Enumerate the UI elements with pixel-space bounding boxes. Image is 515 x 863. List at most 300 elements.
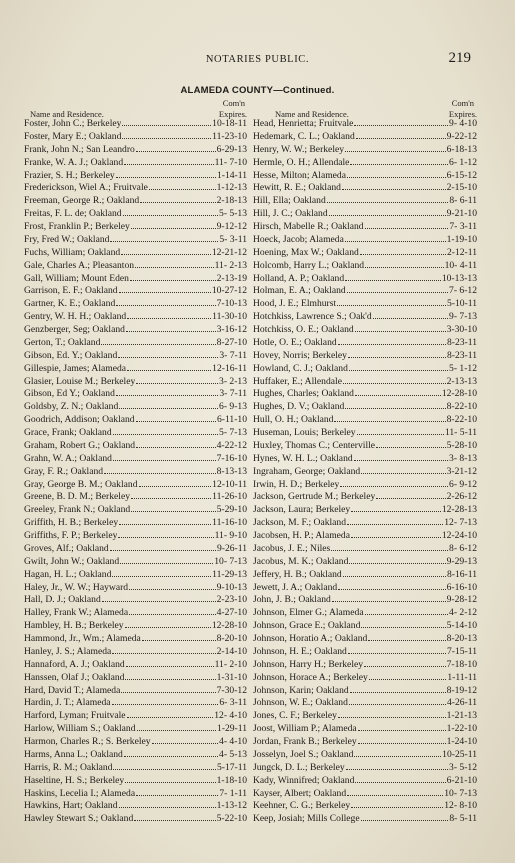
notary-entry xyxy=(253,607,477,620)
entry-expiry-date: 7- 1-11 xyxy=(219,787,247,799)
notary-entry xyxy=(24,234,247,247)
entry-name-residence: Frost, Franklin P.; Berkeley xyxy=(24,221,130,232)
entry-name-residence: Gibson, Ed Y.; Oakland xyxy=(24,388,115,400)
entry-name-residence: Hesse, Milton; Alameda xyxy=(253,169,346,181)
notary-entry xyxy=(24,350,247,363)
dot-leader xyxy=(121,692,215,693)
entry-name-residence: Gillespie, James; Alameda xyxy=(24,362,127,374)
entry-name-residence: Jeffery, H. B.; Oakland xyxy=(253,568,342,580)
entry-expiry-date: 1-21-13 xyxy=(446,710,477,722)
dot-leader xyxy=(127,318,211,319)
comm-header: Com'n xyxy=(451,98,474,108)
notary-entry xyxy=(24,298,247,311)
notary-entry xyxy=(253,723,477,736)
entry-name-residence: Howland, C. J.; Oakland xyxy=(253,362,348,374)
dot-leader xyxy=(131,228,216,229)
entry-name-residence: Gale, Charles A.; Pleasanton xyxy=(24,259,135,271)
entry-name-residence: Harmon, Charles R.; S. Berkeley xyxy=(24,736,151,747)
entry-name-residence: Frederickson, Wiel A.; Fruitvale xyxy=(24,182,148,194)
entry-expiry-date: 9-12-12 xyxy=(216,221,247,232)
entry-expiry-date: 5- 5-13 xyxy=(219,208,247,220)
entry-expiry-date: 9-26-11 xyxy=(216,542,247,554)
dot-leader xyxy=(119,807,216,808)
entry-expiry-date: 9-22-12 xyxy=(446,130,477,142)
entry-name-residence: Harford, Lyman; Fruitvale xyxy=(24,710,126,722)
entry-expiry-date: 11- 2-13 xyxy=(214,259,247,271)
dot-leader xyxy=(119,524,211,525)
entry-expiry-date: 8-27-10 xyxy=(216,336,247,348)
entry-name-residence: Greeley, Frank N.; Oakland xyxy=(24,504,131,516)
notary-entry xyxy=(253,556,477,569)
notary-entry xyxy=(253,813,477,826)
notary-entry xyxy=(253,247,477,260)
entry-name-residence: Joost, William P.; Alameda xyxy=(253,723,357,735)
dot-leader xyxy=(376,447,446,448)
entry-expiry-date: 9-29-13 xyxy=(446,555,477,567)
dot-leader xyxy=(354,460,448,461)
entry-name-residence: Hall, D. J.; Oakland xyxy=(24,594,101,606)
entry-expiry-date: 12- 4-10 xyxy=(214,710,247,722)
dot-leader xyxy=(112,704,219,705)
entry-expiry-date: 12-21-12 xyxy=(211,246,247,258)
notary-entry xyxy=(253,466,477,479)
entry-expiry-date: 12-28-10 xyxy=(441,388,477,400)
entry-expiry-date: 2-13-19 xyxy=(216,272,247,284)
entry-name-residence: Halley, Frank W.; Alameda xyxy=(24,607,129,619)
notary-entry xyxy=(24,556,247,569)
entry-expiry-date: 11- 7-10 xyxy=(214,156,247,168)
entry-expiry-date: 4-22-12 xyxy=(216,439,247,451)
entry-name-residence: Graham, Robert G.; Oakland xyxy=(24,439,136,451)
dot-leader xyxy=(124,164,213,165)
entry-name-residence: Head, Henrietta; Fruitvale xyxy=(253,118,354,129)
notary-entry xyxy=(253,749,477,762)
dot-leader xyxy=(122,138,211,139)
dot-leader xyxy=(125,782,215,783)
comm-header: Com'n xyxy=(222,98,245,108)
notary-entry xyxy=(253,234,477,247)
entry-name-residence: Franke, W. A. J.; Oakland xyxy=(24,156,124,168)
entry-expiry-date: 3- 2-13 xyxy=(219,375,247,387)
entry-expiry-date: 11-26-10 xyxy=(212,491,247,503)
notary-entry xyxy=(253,131,477,144)
entry-name-residence: Gentry, W. H. H.; Oakland xyxy=(24,311,127,323)
notary-entry xyxy=(24,607,247,620)
notary-entry xyxy=(253,182,477,195)
entry-name-residence: Jungck, D. L.; Berkeley xyxy=(253,761,345,773)
dot-leader xyxy=(113,460,216,461)
entry-name-residence: Hewitt, R. E.; Oakland xyxy=(253,182,341,194)
dot-leader xyxy=(152,743,218,744)
notary-entry xyxy=(253,762,477,775)
entry-name-residence: Jackson, Gertrude M.; Berkeley xyxy=(253,491,376,503)
entry-name-residence: Hanssen, Olaf J.; Oakland xyxy=(24,671,125,683)
entry-name-residence: Frank, John N.; San Leandro xyxy=(24,143,135,155)
dot-leader xyxy=(356,138,446,139)
entry-expiry-date: 10- 4-11 xyxy=(444,259,477,271)
dot-leader xyxy=(368,640,445,641)
notary-entry xyxy=(24,479,247,492)
dot-leader xyxy=(118,537,213,538)
notary-entry xyxy=(24,247,247,260)
notary-entry xyxy=(24,594,247,607)
entry-expiry-date: 11-16-10 xyxy=(212,517,247,529)
notary-entry xyxy=(253,350,477,363)
notary-entry xyxy=(24,144,247,157)
notary-entry xyxy=(253,594,477,607)
entry-name-residence: Jackson, Laura; Berkeley xyxy=(253,504,351,516)
dot-leader xyxy=(334,421,445,422)
notary-entry xyxy=(24,273,247,286)
entry-expiry-date: 1-18-10 xyxy=(216,774,247,786)
entry-name-residence: Goldsby, Z. N.; Oakland xyxy=(24,401,119,413)
entry-name-residence: Johnson, H. E.; Oakland xyxy=(253,645,347,657)
entry-name-residence: Hull, O. H.; Oakland xyxy=(253,414,334,426)
entry-expiry-date: 1-22-10 xyxy=(446,723,477,735)
dot-leader xyxy=(118,357,218,358)
entry-expiry-date: 12- 8-10 xyxy=(444,800,477,812)
entry-expiry-date: 6-21-10 xyxy=(446,774,477,786)
entry-name-residence: Keehner, C. G.; Berkeley xyxy=(253,800,351,812)
dot-leader xyxy=(101,344,215,345)
entry-name-residence: Josselyn, Joel S.; Oakland xyxy=(253,748,354,760)
entry-expiry-date: 6-16-10 xyxy=(446,581,477,593)
entry-expiry-date: 12-28-10 xyxy=(211,620,247,632)
notary-entry xyxy=(24,324,247,337)
entry-expiry-date: 1-14-11 xyxy=(216,169,247,181)
dot-leader xyxy=(347,795,443,796)
dot-leader xyxy=(348,357,446,358)
dot-leader xyxy=(345,408,445,409)
notary-entry xyxy=(253,672,477,685)
dot-leader xyxy=(134,820,215,821)
notary-entry xyxy=(253,569,477,582)
entry-expiry-date: 9-28-12 xyxy=(446,594,477,606)
dot-leader xyxy=(136,795,218,796)
notary-entry xyxy=(253,633,477,646)
entry-expiry-date: 2-13-13 xyxy=(446,375,477,387)
notary-entry xyxy=(253,440,477,453)
notary-entry xyxy=(253,311,477,324)
entry-name-residence: Hard, David T.; Alameda xyxy=(24,684,121,696)
notary-entry xyxy=(24,491,247,504)
notary-entry xyxy=(24,749,247,762)
entry-expiry-date: 1-31-10 xyxy=(216,671,247,683)
entry-name-residence: Johnson, Horatio A.; Oakland xyxy=(253,633,368,644)
entry-expiry-date: 12- 7-13 xyxy=(444,517,477,529)
entry-expiry-date: 2-18-13 xyxy=(216,195,247,207)
entry-name-residence: Johnson, Harry H.; Berkeley xyxy=(253,658,364,670)
entry-name-residence: Gwilt, John W.; Oakland xyxy=(24,555,120,567)
dot-leader xyxy=(136,383,218,384)
notary-entry xyxy=(24,401,247,414)
notary-entry xyxy=(24,131,247,144)
entry-expiry-date: 11- 9-10 xyxy=(214,530,247,541)
notary-entry xyxy=(253,388,477,401)
dot-leader xyxy=(342,189,446,190)
entry-name-residence: Kayser, Albert; Oakland xyxy=(253,787,347,799)
dot-leader xyxy=(343,383,446,384)
notary-entry xyxy=(253,530,477,543)
notary-entry xyxy=(253,736,477,749)
entry-expiry-date: 5-28-10 xyxy=(446,439,477,451)
dot-leader xyxy=(327,202,449,203)
entry-expiry-date: 1-19-10 xyxy=(446,233,477,245)
entry-expiry-date: 7-18-10 xyxy=(446,658,477,670)
entry-expiry-date: 7-16-10 xyxy=(216,452,247,464)
dot-leader xyxy=(125,627,211,628)
entry-name-residence: Gibson, Ed. Y.; Oakland xyxy=(24,349,118,361)
entry-name-residence: Johnson, Elmer G.; Alameda xyxy=(253,607,364,619)
page-number: 219 xyxy=(448,50,471,66)
entry-expiry-date: 12-28-13 xyxy=(441,504,477,516)
notary-entry xyxy=(24,170,247,183)
entry-expiry-date: 8- 6-11 xyxy=(449,195,477,207)
entry-name-residence: Jackson, M. F.; Oakland xyxy=(253,517,347,529)
dot-leader xyxy=(121,254,211,255)
running-head xyxy=(0,50,515,68)
dot-leader xyxy=(340,486,448,487)
entry-name-residence: Hotchkiss, O. E.; Oakland xyxy=(253,324,354,335)
entry-name-residence: Johnson, W. E.; Oakland xyxy=(253,697,348,709)
entry-name-residence: Jacobus, J. E.; Niles xyxy=(253,542,331,554)
entry-expiry-date: 8-19-12 xyxy=(446,684,477,696)
entry-expiry-date: 2-26-12 xyxy=(446,491,477,503)
entry-name-residence: Haley, Jr., W. W.; Hayward xyxy=(24,581,129,593)
entry-name-residence: Johnson, Grace E.; Oakland xyxy=(253,620,361,632)
notary-entry xyxy=(253,363,477,376)
entry-expiry-date: 4-26-11 xyxy=(446,697,477,709)
entry-expiry-date: 1-29-11 xyxy=(216,723,247,735)
notary-entry xyxy=(24,517,247,530)
dot-leader xyxy=(136,421,216,422)
entry-name-residence: Hoening, Max W.; Oakland xyxy=(253,246,359,258)
entry-name-residence: Jewett, J. A.; Oakland xyxy=(253,581,338,593)
entry-name-residence: Jacobsen, H. P.; Alameda xyxy=(253,530,350,541)
notary-entry xyxy=(253,788,477,801)
entry-expiry-date: 8-22-10 xyxy=(446,401,477,413)
entry-expiry-date: 8-22-10 xyxy=(446,414,477,426)
dot-leader xyxy=(149,189,216,190)
notary-entry xyxy=(24,182,247,195)
entry-expiry-date: 5- 3-11 xyxy=(219,233,247,245)
dot-leader xyxy=(337,305,446,306)
entry-expiry-date: 8-20-13 xyxy=(446,633,477,644)
entry-name-residence: Hoeck, Jacob; Alameda xyxy=(253,233,344,245)
notary-entry xyxy=(24,723,247,736)
expires-header: Expires. xyxy=(218,109,247,119)
notary-entry xyxy=(24,775,247,788)
dot-leader xyxy=(124,756,218,757)
dot-leader xyxy=(369,679,446,680)
entry-name-residence: Hardin, J. T.; Alameda xyxy=(24,697,111,709)
dot-leader xyxy=(349,563,445,564)
entry-name-residence: Genzberger, Seg; Oakland xyxy=(24,324,125,335)
notary-entry xyxy=(253,260,477,273)
dot-leader xyxy=(127,717,214,718)
left-column xyxy=(24,97,247,826)
entry-name-residence: Gerton, T.; Oakland xyxy=(24,336,101,348)
entry-expiry-date: 1-11-11 xyxy=(447,671,477,683)
dot-leader xyxy=(345,280,441,281)
entry-expiry-date: 11-29-13 xyxy=(212,568,247,580)
entry-name-residence: Irwin, H. D.; Berkeley xyxy=(253,478,340,490)
notary-entry xyxy=(24,118,247,131)
entry-expiry-date: 1-12-13 xyxy=(216,182,247,194)
entry-expiry-date: 4- 4-10 xyxy=(219,736,247,747)
entry-name-residence: Hood, J. E.; Elmhurst xyxy=(253,298,337,310)
running-title: NOTARIES PUBLIC. xyxy=(205,54,310,65)
entry-name-residence: Hawkins, Hart; Oakland xyxy=(24,800,118,812)
entry-name-residence: Grahn, W. A.; Oakland xyxy=(24,452,112,464)
dot-leader xyxy=(113,434,218,435)
dot-leader xyxy=(110,241,218,242)
dot-leader xyxy=(354,756,441,757)
dot-leader xyxy=(123,215,218,216)
notary-entry xyxy=(24,672,247,685)
dot-leader xyxy=(348,653,446,654)
entry-expiry-date: 9- 7-13 xyxy=(449,311,477,323)
entry-name-residence: Hagan, H. L.; Oakland xyxy=(24,568,112,580)
entry-expiry-date: 2-23-10 xyxy=(216,594,247,606)
notary-entry xyxy=(253,414,477,427)
entry-expiry-date: 11- 2-10 xyxy=(214,658,247,670)
notary-entry xyxy=(24,646,247,659)
notary-entry xyxy=(24,221,247,234)
dot-leader xyxy=(116,305,215,306)
entry-expiry-date: 8- 5-11 xyxy=(449,813,477,825)
entry-expiry-date: 5-10-11 xyxy=(446,298,477,310)
dot-leader xyxy=(137,730,216,731)
dot-leader xyxy=(347,292,448,293)
dot-leader xyxy=(361,820,449,821)
entry-expiry-date: 12-10-11 xyxy=(212,478,247,490)
dot-leader xyxy=(338,717,446,718)
notary-entry xyxy=(253,800,477,813)
dot-leader xyxy=(135,267,214,268)
dot-leader xyxy=(365,614,448,615)
entry-name-residence: Hirsch, Mabelle R.; Oakland xyxy=(253,221,364,232)
entry-name-residence: Hotchkiss, Lawrence S.; Oak'd xyxy=(253,311,372,323)
dot-leader xyxy=(364,666,446,667)
notary-entry xyxy=(253,697,477,710)
dot-leader xyxy=(130,280,216,281)
notary-entry xyxy=(24,813,247,826)
entry-name-residence: Jacobus, M. K.; Oakland xyxy=(253,555,349,567)
entry-expiry-date: 6-18-13 xyxy=(446,143,477,155)
dot-leader xyxy=(361,627,445,628)
notary-entry xyxy=(24,466,247,479)
left-entry-list xyxy=(24,118,247,826)
entry-name-residence: Hill, Ella; Oakland xyxy=(253,195,326,207)
notary-entry xyxy=(24,620,247,633)
notary-entry xyxy=(24,427,247,440)
dot-leader xyxy=(125,679,215,680)
left-column-header xyxy=(24,97,247,118)
entry-expiry-date: 7-30-12 xyxy=(216,684,247,696)
entry-name-residence: Ingraham, George; Oakland xyxy=(253,465,361,477)
entry-expiry-date: 2-12-11 xyxy=(446,246,477,258)
dot-leader xyxy=(361,473,445,474)
right-entry-list xyxy=(253,118,477,826)
entry-expiry-date: 3- 8-13 xyxy=(449,452,477,464)
dot-leader xyxy=(347,524,443,525)
entry-name-residence: Garrison, E. F.; Oakland xyxy=(24,285,118,297)
dot-leader xyxy=(142,640,216,641)
dot-leader xyxy=(345,151,446,152)
entry-name-residence: Huxley, Thomas C.; Centerville xyxy=(253,439,376,451)
entry-expiry-date: 6-15-12 xyxy=(446,169,477,181)
entry-name-residence: Grace, Frank; Oakland xyxy=(24,427,112,438)
entry-name-residence: Foster, Mary E.; Oakland xyxy=(24,130,122,142)
dot-leader xyxy=(126,666,214,667)
notary-entry xyxy=(253,324,477,337)
entry-name-residence: Jordan, Frank B.; Berkeley xyxy=(253,736,357,747)
entry-name-residence: Harms, Anna L.; Oakland xyxy=(24,748,123,760)
entry-expiry-date: 5-22-10 xyxy=(216,813,247,825)
dot-leader xyxy=(331,550,448,551)
entry-expiry-date: 8-16-11 xyxy=(446,568,477,580)
dot-leader xyxy=(338,344,446,345)
entry-expiry-date: 3-21-12 xyxy=(446,465,477,477)
entry-expiry-date: 10-27-12 xyxy=(211,285,247,297)
dot-leader xyxy=(116,395,219,396)
notary-entry xyxy=(24,530,247,543)
dot-leader xyxy=(349,370,448,371)
entry-expiry-date: 6- 1-12 xyxy=(449,156,477,168)
dot-leader xyxy=(351,537,441,538)
dot-leader xyxy=(110,550,216,551)
entry-expiry-date: 5-29-10 xyxy=(216,504,247,516)
dot-leader xyxy=(365,228,449,229)
notary-entry xyxy=(24,685,247,698)
dot-leader xyxy=(355,395,441,396)
notary-entry xyxy=(24,543,247,556)
entry-name-residence: Hughes, Charles; Oakland xyxy=(253,388,354,400)
entry-expiry-date: 8-13-13 xyxy=(216,465,247,477)
entry-expiry-date: 10-13-13 xyxy=(441,272,477,284)
entry-name-residence: Hanley, J. S.; Alameda xyxy=(24,645,112,657)
entry-expiry-date: 12-16-11 xyxy=(212,362,247,374)
dot-leader xyxy=(129,589,216,590)
entry-expiry-date: 8- 6-12 xyxy=(449,542,477,554)
notary-entry xyxy=(253,582,477,595)
entry-name-residence: Hill, J. C.; Oakland xyxy=(253,208,328,220)
dot-leader xyxy=(129,614,216,615)
entry-name-residence: Fry, Fred W.; Oakland xyxy=(24,233,110,245)
entry-expiry-date: 5- 7-13 xyxy=(219,427,247,438)
notary-entry xyxy=(253,208,477,221)
entry-expiry-date: 4-27-10 xyxy=(216,607,247,619)
entry-name-residence: Kady, Winnifred; Oakland xyxy=(253,774,355,786)
dot-leader xyxy=(122,125,211,126)
notary-entry xyxy=(253,337,477,350)
dot-leader xyxy=(358,730,446,731)
entry-name-residence: Hedemark, C. L.; Oakland xyxy=(253,130,355,142)
dot-leader xyxy=(365,267,443,268)
dot-leader xyxy=(120,563,213,564)
entry-expiry-date: 9-21-10 xyxy=(446,208,477,220)
entry-name-residence: Huffaker, E.; Allendale xyxy=(253,375,342,387)
entry-expiry-date: 9- 4-10 xyxy=(449,118,477,129)
entry-expiry-date: 7- 3-11 xyxy=(449,221,477,232)
notary-entry xyxy=(24,582,247,595)
notary-entry xyxy=(253,775,477,788)
dot-leader xyxy=(350,164,448,165)
notary-entry xyxy=(253,659,477,672)
entry-expiry-date: 6- 9-12 xyxy=(449,478,477,490)
notary-entry xyxy=(24,337,247,350)
